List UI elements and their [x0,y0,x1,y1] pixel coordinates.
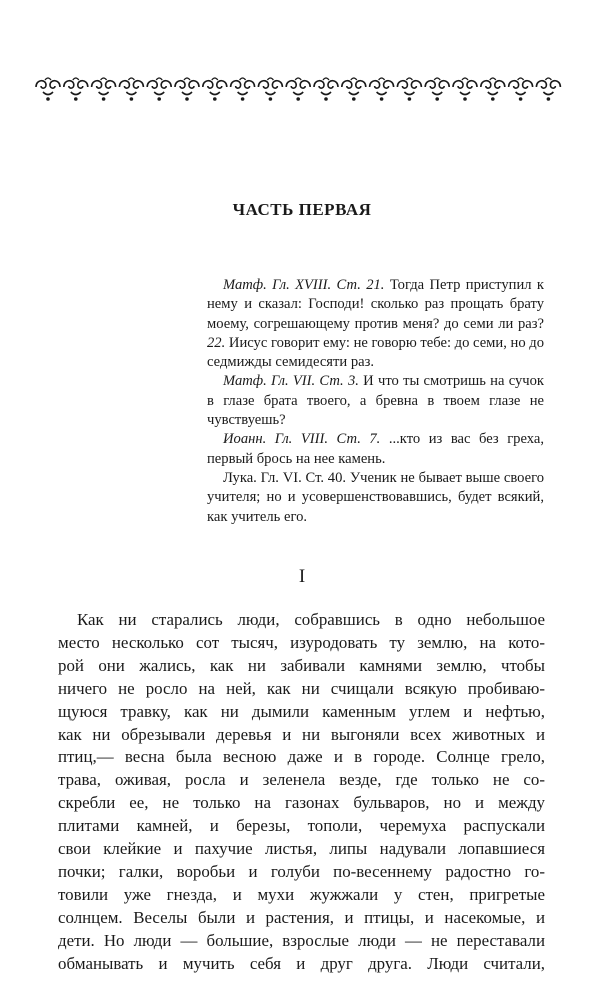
text-line: трава, оживая, росла и зеленела везде, где только не со- [58,770,545,790]
ornament-motif [314,78,338,101]
epigraph-quote: Тогда Петр приступил к нему и сказал: Господи! сколько раз прощать брату моему, согрешающему против меня? до семи ли раз? [207,277,545,332]
ornament-motif [453,78,477,101]
epigraph-block [207,276,544,527]
epigraph-item [207,430,544,469]
text-line: почки; галки, воробьи и голуби по-весеннему радостно го- [58,861,545,881]
text-line: место несколько сот тысяч, изуродовать ту землю, на кото- [58,632,545,652]
text-line: птиц,— весна была весною даже и в городе. Солнце грело, [58,747,545,767]
text-line: дети. Но люди — большие, взрослые люди — не переставали [58,930,545,950]
text-line: солнцем. Веселы были и растения, и птицы, и насекомые, и [58,907,545,927]
decorative-ornament-border [34,70,562,104]
epigraph-quote: ...кто из вас без греха, первый брось на нее камень. [207,431,544,467]
epigraph-item [207,469,544,527]
text-line: щуюся травку, как ни дымили каменным углем и нефтью, [58,701,545,721]
epigraph-reference: 22. [207,334,226,351]
ornament-motif [119,78,143,101]
epigraph-quote: И что ты смотришь на сучок в глазе брата твоего, а бревна в твоем глазе не чувствуешь? [207,373,544,429]
text-line: обманывать и мучить себя и друг друга. Люди считали, [58,953,545,973]
epigraph-reference: Иоанн. Гл. VIII. Ст. 7. [223,431,381,448]
ornament-motif [147,78,171,101]
ornament-motif [258,78,282,101]
epigraph-reference: Матф. Гл. VII. Ст. 3. [223,373,359,390]
text-line: рой они жались, как ни забивали камнями землю, чтобы [58,655,545,675]
ornament-motif [286,78,310,101]
ornament-motif [175,78,199,101]
epigraph-reference: Лука. Гл. VI. Ст. 40. [223,469,347,486]
epigraph-item [207,372,544,430]
ornament-motif [203,78,227,101]
text-line: свои клейкие и пахучие листья, липы надували лопавшиеся [58,839,545,859]
chapter-number: I [298,566,306,587]
text-line: скребли ее, не только на газонах бульваров, но и между [58,793,545,813]
ornament-motif [481,78,505,101]
ornament-motif [536,78,560,101]
text-line: ничего не росло на ней, как ни счищали всякую пробиваю- [58,678,545,698]
ornament-motif [231,78,255,101]
text-line: плитами камней, и березы, тополи, черемуха распускали [58,816,545,836]
epigraph-quote: Иисус говорит ему: не говорю тебе: до семи, но до седмижды семидесяти раз. [207,334,544,371]
epigraph-reference: Матф. Гл. XVIII. Ст. 21. [223,277,385,293]
text-line: товили уже гнезда, и мухи жужжали у стен, пригретые [58,884,545,904]
body-text [58,609,545,976]
ornament-motif [64,78,88,101]
epigraph-quote: Ученик не бывает выше своего учителя; но и усовершенствовавшись, будет всякий, как учитель его. [207,469,544,525]
epigraph-item [207,276,544,372]
text-line: как ни обрезывали деревья и ни выгоняли всех животных и [58,724,545,744]
part-title: ЧАСТЬ ПЕРВАЯ [232,200,372,219]
ornament-motif [370,78,394,101]
ornament-motif [397,78,421,101]
ornament-motif [92,78,116,101]
ornament-motif [36,78,60,101]
ornament-motif [509,78,533,101]
ornament-motif [425,78,449,101]
text-line: Как ни старались люди, собравшись в одно небольшое [77,610,545,629]
ornament-motif [342,78,366,101]
